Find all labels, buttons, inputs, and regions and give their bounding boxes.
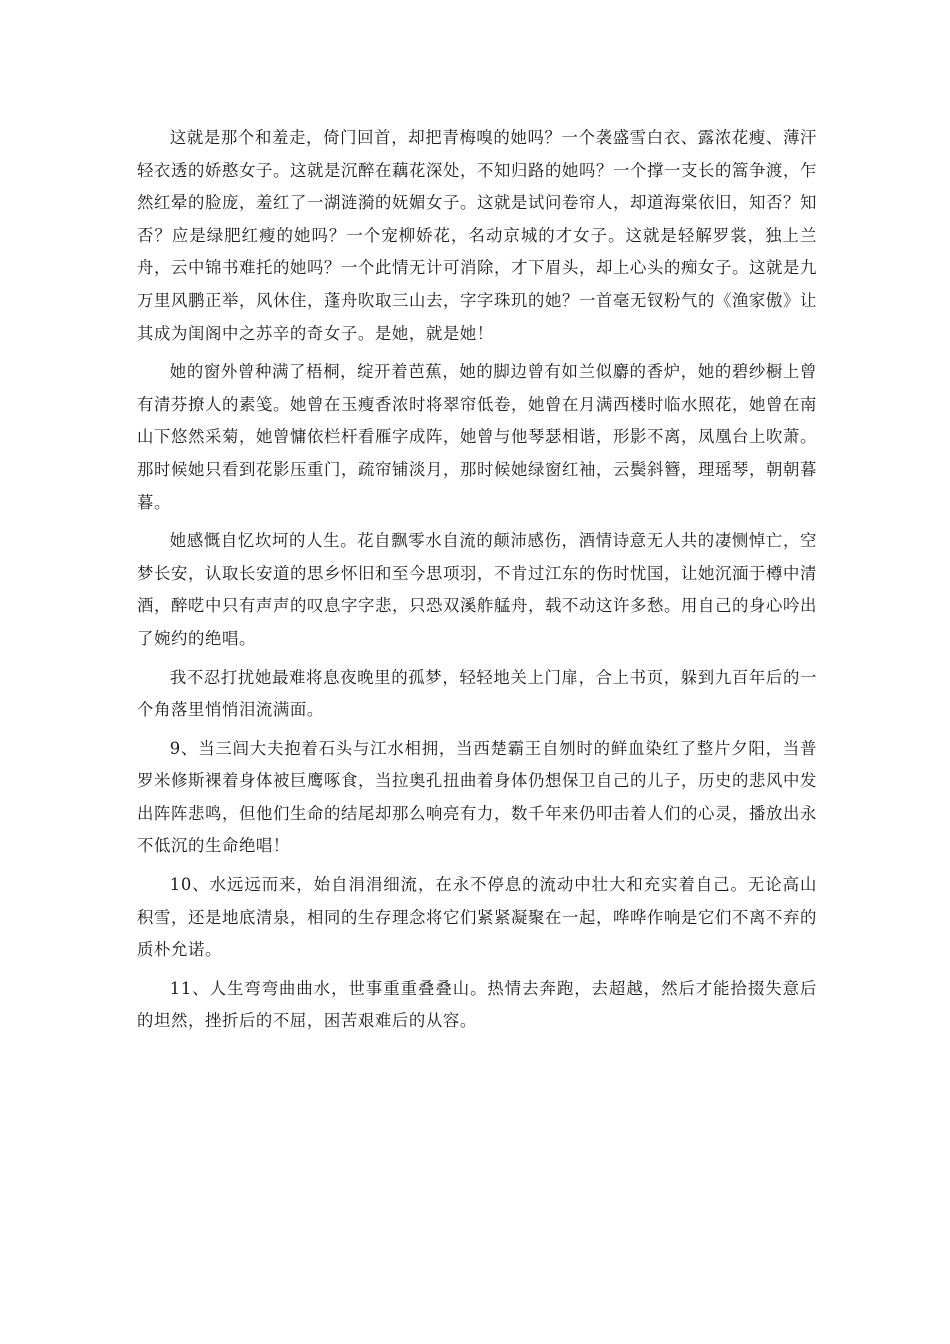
document-body [137, 122, 817, 1044]
paragraph-4: 我不忍打扰她最难将息夜晚里的孤梦，轻轻地关上门扉，合上书页，躲到九百年后的一个角落里悄悄泪流满面。 [137, 667, 817, 720]
paragraph-7: 11、人生弯弯曲曲水，世事重重叠叠山。热情去奔跑，去超越，然后才能拾掇失意后的坦然，挫折后的不屈，困苦艰难后的从容。 [137, 978, 817, 1031]
paragraph-6: 10、水远远而来，始自涓涓细流，在永不停息的流动中壮大和充实着自己。无论高山积雪，还是地底清泉，相同的生存理念将它们紧紧凝聚在一起，哗哗作响是它们不离不弃的质朴允诺。 [137, 875, 817, 960]
paragraph-2: 她的窗外曾种满了梧桐，绽开着芭蕉，她的脚边曾有如兰似麝的香炉，她的碧纱橱上曾有清芬撩人的素笺。她曾在玉瘦香浓时将翠帘低卷，她曾在月满西楼时临水照花，她曾在南山下悠然采菊，她曾慵依栏杆看雁字成阵，她曾与他琴瑟相谐，形影不离，凤凰台上吹萧。那时候她只看到花影压重门，疏帘铺淡月，那时候她绿窗红袖，云鬓斜簪，理瑶琴，朝朝暮暮。 [137, 362, 817, 512]
paragraph-5: 9、当三闾大夫抱着石头与江水相拥，当西楚霸王自刎时的鲜血染红了整片夕阳，当普罗米修斯裸着身体被巨鹰啄食，当拉奥孔扭曲着身体仍想保卫自己的儿子，历史的悲风中发出阵阵悲鸣，但他们生命的结尾却那么响亮有力，数千年来仍叩击着人们的心灵，播放出永不低沉的生命绝唱！ [137, 738, 817, 856]
paragraph-3: 她感慨自忆坎坷的人生。花自飘零水自流的颠沛感伤，酒情诗意无人共的凄恻悼亡，空梦长安，认取长安道的思乡怀旧和至今思项羽，不肯过江东的伤时忧国，让她沉湎于樽中清酒，醉呓中只有声声的叹息字字悲，只恐双溪舴艋舟，载不动这许多愁。用自己的身心吟出了婉约的绝唱。 [137, 531, 817, 648]
paragraph-1: 这就是那个和羞走，倚门回首，却把青梅嗅的她吗？一个袭盛雪白衣、露浓花瘦、薄汗轻衣透的娇憨女子。这就是沉醉在藕花深处，不知归路的她吗？一个撑一支长的篙争渡，乍然红晕的脸庞，羞红了一湖涟漪的妩媚女子。这就是试问卷帘人，却道海棠依旧，知否？知否？应是绿肥红瘦的她吗？一个宠柳娇花，名动京城的才女子。这就是轻解罗裳，独上兰舟，云中锦书难托的她吗？一个此情无计可消除，才下眉头，却上心头的痴女子。这就是九万里风鹏正举，风休住，蓬舟吹取三山去，字字珠玑的她？一首毫无钗粉气的《渔家傲》让其成为闺阁中之苏辛的奇女子。是她，就是她！ [137, 128, 817, 343]
